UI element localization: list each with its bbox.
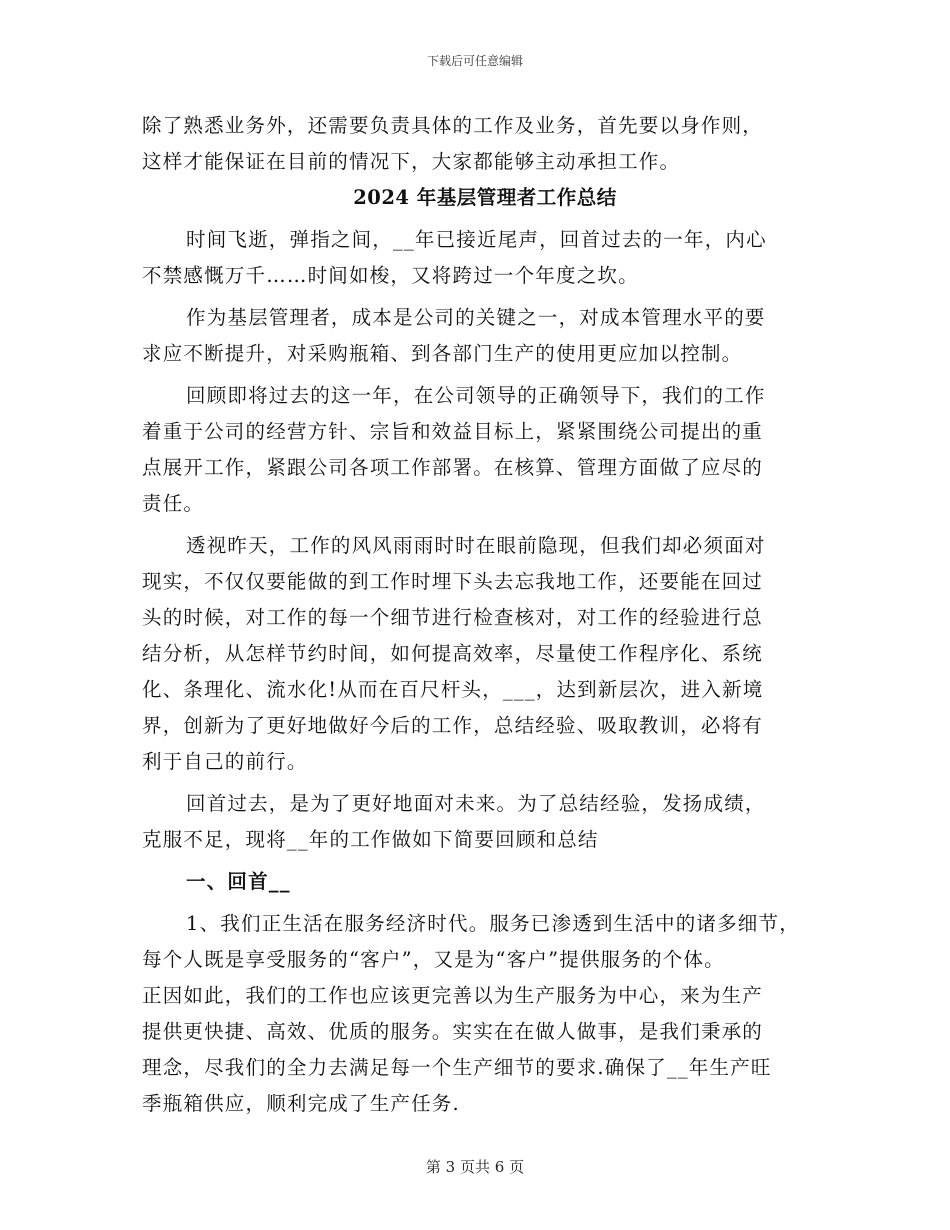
page-footer: 第 3 页共 6 页 xyxy=(425,1158,525,1176)
body-line: 现实，不仅仅要能做的到工作时埋下头去忘我地工作，还要能在回过 xyxy=(142,570,764,593)
body-line: 求应不断提升，对采购瓶箱、到各部门生产的使用更应加以控制。 xyxy=(142,342,743,365)
body-line: 提供更快捷、高效、优质的服务。实实在在做人做事，是我们秉承的 xyxy=(142,1020,764,1043)
body-line: 透视昨天，工作的风风雨雨时时在眼前隐现，但我们却必须面对 xyxy=(186,534,766,557)
body-line: 作为基层管理者，成本是公司的关键之一，对成本管理水平的要 xyxy=(186,306,766,329)
body-line: 1、我们正生活在服务经济时代。服务已渗透到生活中的诸多细节， xyxy=(186,912,800,935)
body-line: 每个人既是享受服务的“客户”，又是为“客户”提供服务的个体。 xyxy=(142,948,725,971)
body-line: 正因如此，我们的工作也应该更完善以为生产服务为中心，来为生产 xyxy=(142,984,764,1007)
body-line: 理念，尽我们的全力去满足每一个生产细节的要求.确保了__年生产旺 xyxy=(142,1056,772,1079)
body-line: 克服不足，现将__年的工作做如下简要回顾和总结 xyxy=(142,828,599,851)
body-line: 不禁感慨万千……时间如梭，又将跨过一个年度之坎。 xyxy=(142,264,639,287)
body-line: 这样才能保证在目前的情况下，大家都能够主动承担工作。 xyxy=(142,150,681,173)
body-line: 界，创新为了更好地做好今后的工作，总结经验、吸取教训，必将有 xyxy=(142,714,764,737)
body-line: 回顾即将过去的这一年，在公司领导的正确领导下，我们的工作 xyxy=(186,384,766,407)
document-title: 2024 年基层管理者工作总结 xyxy=(353,186,617,209)
body-line: 责任。 xyxy=(142,492,205,515)
body-line: 结分析，从怎样节约时间，如何提高效率，尽量使工作程序化、系统 xyxy=(142,642,764,665)
body-line: 点展开工作，紧跟公司各项工作部署。在核算、管理方面做了应尽的 xyxy=(142,456,764,479)
body-line: 季瓶箱供应，顺利完成了生产任务. xyxy=(142,1092,460,1115)
body-line: 化、条理化、流水化!从而在百尺杆头，___，达到新层次，进入新境 xyxy=(142,678,764,701)
body-line: 利于自己的前行。 xyxy=(142,750,308,773)
body-line: 着重于公司的经营方针、宗旨和效益目标上，紧紧围绕公司提出的重 xyxy=(142,420,764,443)
body-line: 除了熟悉业务外，还需要负责具体的工作及业务，首先要以身作则， xyxy=(142,114,764,137)
body-line: 时间飞逝，弹指之间，__年已接近尾声，回首过去的一年，内心 xyxy=(186,228,767,251)
page-header: 下载后可任意编辑 xyxy=(426,54,523,68)
section-heading: 一、回首__ xyxy=(186,870,291,893)
body-line: 回首过去，是为了更好地面对未来。为了总结经验，发扬成绩， xyxy=(186,792,766,815)
document-body xyxy=(142,108,818,1122)
body-line: 头的时候，对工作的每一个细节进行检查核对，对工作的经验进行总 xyxy=(142,606,764,629)
